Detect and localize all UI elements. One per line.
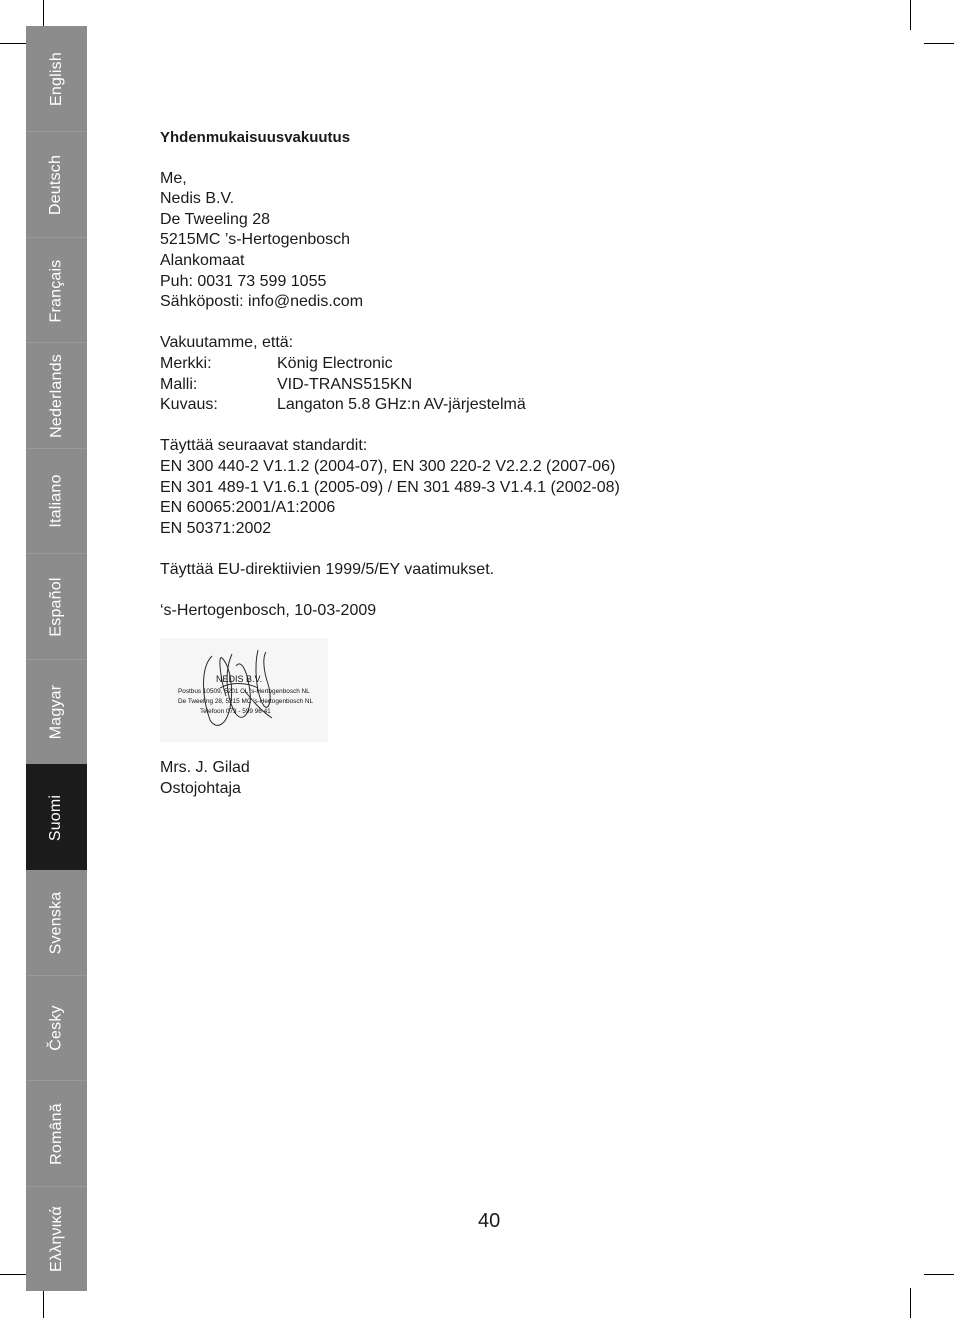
crop-mark bbox=[924, 1274, 954, 1275]
product-row bbox=[160, 395, 860, 416]
place-date: ‘s-Hertogenbosch, 10-03-2009 bbox=[160, 602, 377, 620]
page-title: Yhdenmukaisuusvakuutus bbox=[160, 129, 351, 146]
product-row bbox=[160, 354, 860, 375]
address-line: De Tweeling 28 bbox=[160, 210, 270, 228]
standard-item: EN 50371:2002 bbox=[160, 519, 272, 537]
language-tab-label: English bbox=[47, 51, 65, 106]
signatory-name: Mrs. J. Gilad bbox=[160, 759, 250, 777]
crop-mark bbox=[43, 1288, 44, 1318]
language-tab-9[interactable] bbox=[26, 869, 87, 975]
crop-mark bbox=[910, 0, 911, 30]
language-tab-1[interactable] bbox=[26, 26, 87, 131]
stamp-line: Postbus 10509, 5201 CL 's-Hertogenbosch NL bbox=[178, 687, 310, 695]
language-tab-8[interactable] bbox=[26, 764, 87, 870]
product-row bbox=[160, 375, 860, 396]
language-sidebar bbox=[26, 26, 87, 1291]
stamp-line: Telefoon 073 - 599 96 41 bbox=[200, 707, 271, 715]
standards-intro: Täyttää seuraavat standardit: bbox=[160, 437, 368, 455]
address-line: Puh: 0031 73 599 1055 bbox=[160, 272, 327, 290]
address-line: Me, bbox=[160, 169, 187, 187]
standards-block bbox=[160, 436, 860, 539]
crop-mark bbox=[924, 43, 954, 44]
directive-statement: Täyttää EU-direktiivien 1999/5/EY vaatimukset. bbox=[160, 560, 495, 578]
product-value: Langaton 5.8 GHz:n AV-järjestelmä bbox=[277, 396, 526, 414]
language-tab-label: Ελληνικά bbox=[47, 1206, 65, 1273]
language-tab-label: Italiano bbox=[47, 474, 65, 528]
language-tab-label: Français bbox=[47, 259, 65, 323]
crop-mark bbox=[910, 1288, 911, 1318]
page-number: 40 bbox=[478, 1210, 501, 1232]
language-tab-10[interactable] bbox=[26, 975, 87, 1081]
language-tab-label: Magyar bbox=[47, 684, 65, 740]
address-line: Sähköposti: info@nedis.com bbox=[160, 293, 364, 311]
address-line: 5215MC ’s-Hertogenbosch bbox=[160, 231, 351, 249]
declaration-intro: Vakuutamme, että: bbox=[160, 334, 294, 352]
language-tab-label: Deutsch bbox=[47, 155, 65, 216]
language-tab-label: Español bbox=[47, 577, 65, 637]
product-key: Merkki: bbox=[160, 354, 212, 372]
product-value: König Electronic bbox=[277, 354, 393, 372]
declaration-document bbox=[160, 128, 860, 799]
address-block bbox=[160, 169, 860, 313]
standard-item: EN 60065:2001/A1:2006 bbox=[160, 499, 336, 517]
signature-stamp-image bbox=[160, 638, 328, 742]
address-line: Nedis B.V. bbox=[160, 190, 235, 208]
signatory-title: Ostojohtaja bbox=[160, 779, 241, 797]
language-tab-4[interactable] bbox=[26, 342, 87, 448]
product-key: Kuvaus: bbox=[160, 396, 218, 414]
product-value: VID-TRANS515KN bbox=[277, 375, 413, 393]
product-key: Malli: bbox=[160, 375, 198, 393]
address-line: Alankomaat bbox=[160, 251, 245, 269]
language-tab-label: Svenska bbox=[47, 891, 65, 955]
language-tab-label: Română bbox=[47, 1103, 65, 1165]
language-tab-12[interactable] bbox=[26, 1186, 87, 1292]
standard-item: EN 301 489-1 V1.6.1 (2005-09) / EN 301 489-3 V1.4.1 (2002-08) bbox=[160, 478, 620, 496]
language-tab-11[interactable] bbox=[26, 1080, 87, 1186]
language-tab-2[interactable] bbox=[26, 131, 87, 237]
language-tab-3[interactable] bbox=[26, 237, 87, 343]
stamp-name: NEDIS B.V. bbox=[216, 673, 263, 684]
language-tab-label: Nederlands bbox=[47, 354, 65, 438]
language-tab-label: Suomi bbox=[47, 794, 65, 841]
stamp-line: De Tweeling 28, 5215 MC 's-Hertogenbosch NL bbox=[178, 697, 314, 705]
language-tab-label: Česky bbox=[47, 1005, 65, 1052]
language-tab-6[interactable] bbox=[26, 553, 87, 659]
language-tab-5[interactable] bbox=[26, 448, 87, 554]
standard-item: EN 300 440-2 V1.1.2 (2004-07), EN 300 220-2 V2.2.2 (2007-06) bbox=[160, 457, 616, 475]
product-block bbox=[160, 333, 860, 415]
language-tab-7[interactable] bbox=[26, 659, 87, 765]
